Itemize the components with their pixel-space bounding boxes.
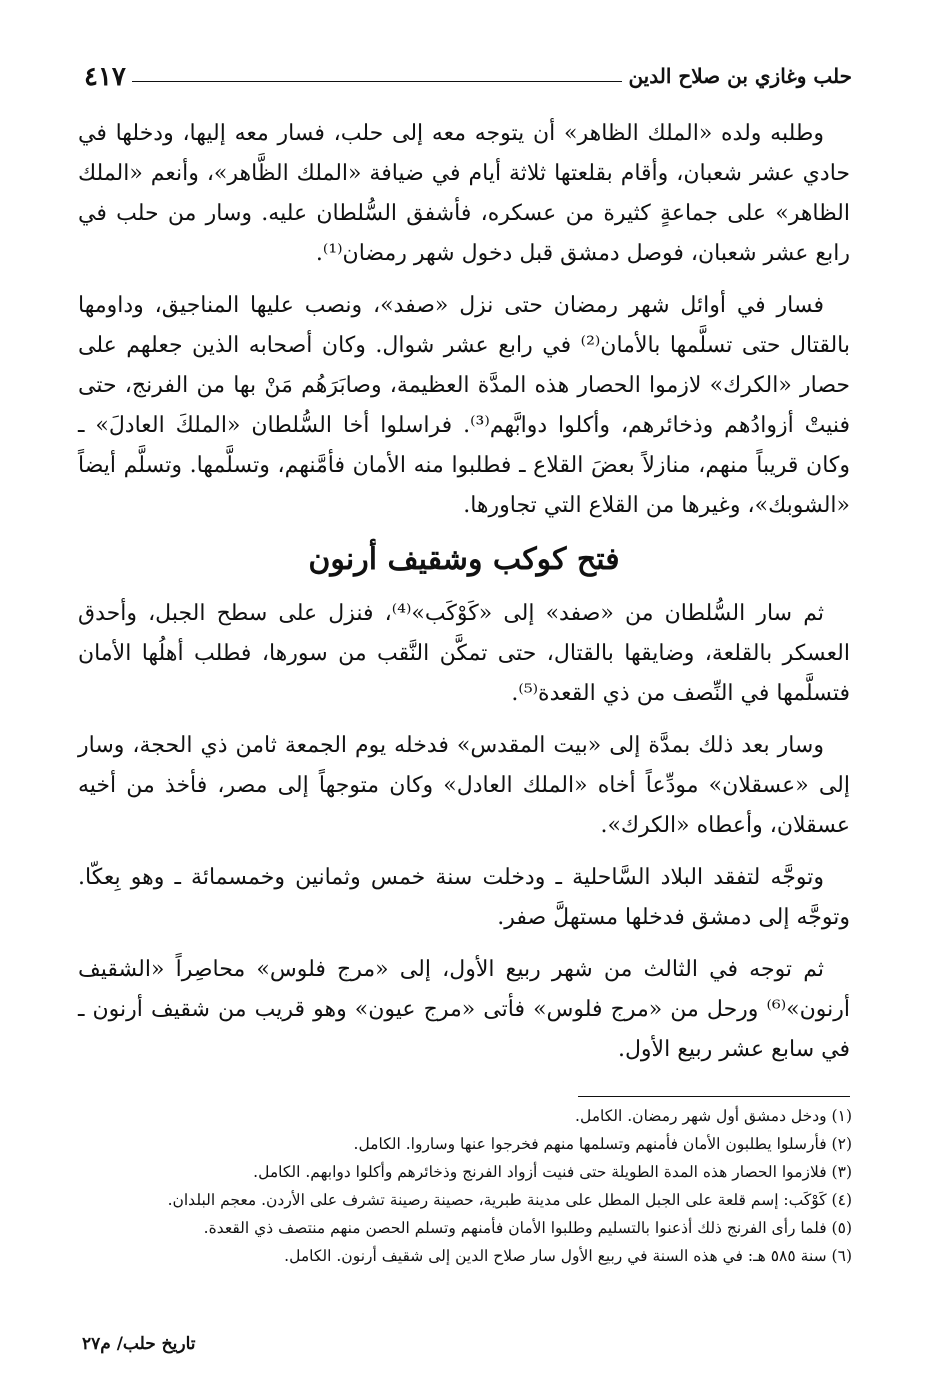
footnotes	[84, 1104, 852, 1272]
footnote: (٢) فأرسلوا يطلبون الأمان فأمنهم وتسلمها منهم فخرجوا عنها وساروا. الكامل.	[353, 1135, 852, 1153]
main-text	[78, 114, 850, 1082]
header-rule	[132, 81, 623, 82]
paragraph: وتوجَّه لتفقد البلاد السَّاحلية ـ ودخلت سنة خمس وثمانين وخمسمائة ـ وهو بِعكّا. وتوجَّه إلى دمشق فدخلها مستهلَّ صفر.	[78, 865, 850, 930]
paragraph: ثم توجه في الثالث من شهر ربيع الأول، إلى «مرج فلوس» محاصِراً «الشقيف أرنون»⁽⁶⁾ ورحل من «مرج فلوس» فأتى «مرج عيون» وهو قريب من شقيف أرنون ـ في سابع عشر ربيع الأول.	[78, 957, 850, 1062]
footnote: (٦) سنة ٥٨٥ هـ: في هذه السنة في ربيع الأول سار صلاح الدين إلى شقيف أرنون. الكامل.	[284, 1247, 852, 1265]
paragraph: فسار في أوائل شهر رمضان حتى نزل «صفد»، ونصب عليها المناجيق، وداومها بالقتال حتى تسلَّمها بالأمان⁽²⁾ في رابع عشر شوال. وكان أصحابه الذين جعلهم على حصار «الكرك» لازموا الحصار هذه المدَّة العظيمة، وصابَرَهُم مَنْ بها من الفرنج، حتى فنيتْ أزوادُهم وذخائرهم، وأكلوا دوابَّهم⁽³⁾. فراسلوا أخا السُّلطان «الملكَ العادلَ» ـ وكان قريباً منهم، منازلاً بعضَ القلاع ـ فطلبوا منه الأمان فأمَّنهم، وتسلَّمها. وتسلَّم أيضاً «الشوبك»، وغيرها من القلاع التي تجاورها.	[78, 293, 851, 518]
page-number: ٤١٧	[84, 62, 126, 92]
section-heading: فتح كوكب وشقيف أرنون	[308, 542, 620, 577]
page-header	[84, 58, 852, 92]
footer-signature: تاريخ حلب/ م٢٧	[82, 1334, 196, 1354]
footnote: (٥) فلما رأى الفرنج ذلك أذعنوا بالتسليم وطلبوا الأمان فأمنهم وتسلم الحصن منهم منتصف ذي القعدة.	[203, 1219, 852, 1237]
paragraph: ثم سار السُّلطان من «صفد» إلى «كَوْكَب»⁽⁴⁾، فنزل على سطح الجبل، وأحدق العسكر بالقلعة، وضايقها بالقتال، حتى تمكَّن النَّقب من سورها، فطلب أهلُها الأمان فتسلَّمها في النِّصف من ذي القعدة⁽⁵⁾.	[78, 601, 850, 706]
running-title: حلب وغازي بن صلاح الدين	[628, 64, 852, 88]
footnote: (١) ودخل دمشق أول شهر رمضان. الكامل.	[575, 1107, 852, 1125]
paragraph: وطلبه ولده «الملك الظاهر» أن يتوجه معه إلى حلب، فسار معه إليها، ودخلها في حادي عشر شعبان، وأقام بقلعتها ثلاثة أيام في ضيافة «الملك الظَّاهر»، وأنعم «الملك الظاهر» على جماعةٍ كثيرة من عسكره، فأشفق السُّلطان عليه. وسار من حلب في رابع عشر شعبان، فوصل دمشق قبل دخول شهر رمضان⁽¹⁾.	[78, 121, 850, 266]
paragraph: وسار بعد ذلك بمدَّة إلى «بيت المقدس» فدخله يوم الجمعة ثامن ذي الحجة، وسار إلى «عسقلان» مودِّعاً أخاه «الملك العادل» وكان متوجهاً إلى مصر، فأخذ من أخيه عسقلان، وأعطاه «الكرك».	[78, 733, 850, 838]
footnote: (٣) فلازموا الحصار هذه المدة الطويلة حتى فنيت أزواد الفرنج وذخائرهم وأكلوا دوابهم. الكامل.	[253, 1163, 852, 1181]
footnote: (٤) كَوْكَب: إسم قلعة على الجبل المطل على مدينة طبرية، حصينة رصينة تشرف على الأردن. معجم البلدان.	[167, 1191, 852, 1209]
footnote-separator	[578, 1096, 850, 1097]
